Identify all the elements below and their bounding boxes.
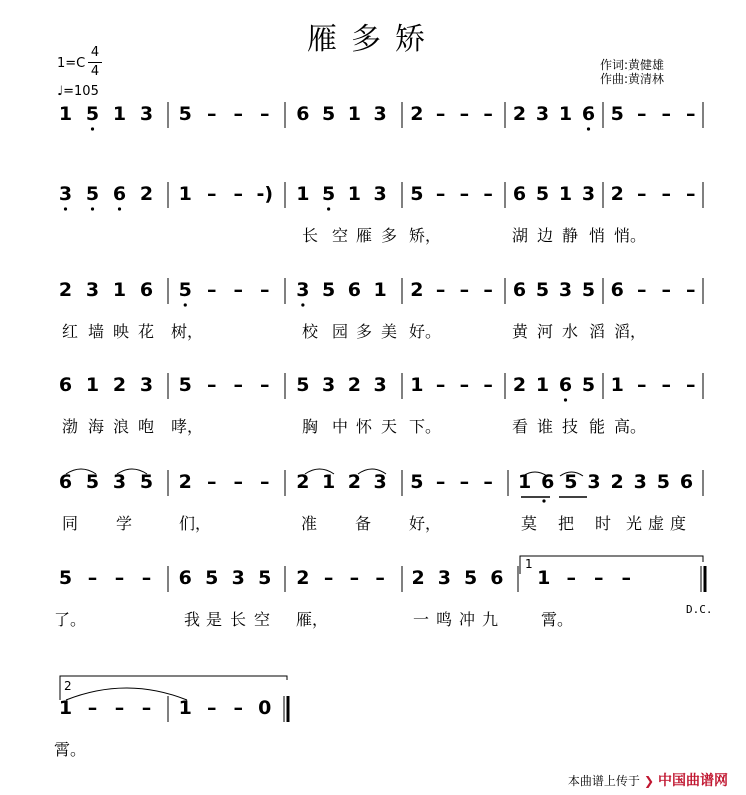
lyric: 高。: [613, 417, 647, 436]
note: –: [87, 697, 98, 719]
lyric: 技: [561, 417, 579, 436]
note: 2: [411, 567, 425, 589]
lyric: 冲: [458, 610, 476, 629]
note: –: [233, 103, 243, 125]
note: –: [114, 697, 125, 719]
lyric: 渤: [61, 417, 79, 436]
note: 1: [558, 183, 573, 205]
lyric: 浪: [112, 417, 130, 436]
note: 2: [296, 471, 310, 493]
low-octave-dot: [564, 398, 567, 401]
lyric: 长: [229, 610, 247, 629]
note: –: [375, 567, 385, 589]
lyric: 花: [137, 322, 155, 341]
note: –: [260, 103, 270, 125]
note: 3: [112, 471, 127, 493]
note: 1: [178, 697, 192, 719]
note: 5: [464, 567, 478, 589]
lyric: 空: [253, 610, 271, 629]
lyric: 一: [412, 610, 430, 629]
lyric: 霄。: [53, 740, 87, 759]
note: 6: [558, 374, 573, 396]
lyric: 光: [625, 514, 643, 533]
note: 5: [205, 567, 219, 589]
note: –: [637, 374, 647, 396]
lyric: 们，: [178, 514, 212, 533]
note: –: [260, 374, 270, 396]
note: 5: [296, 374, 310, 396]
note: 5: [410, 471, 424, 493]
lyric: 咆: [137, 417, 155, 436]
note: 5: [535, 183, 550, 205]
note: 5: [410, 183, 424, 205]
note: 1: [347, 183, 361, 205]
note: –: [260, 471, 270, 493]
lyric: 黄: [511, 322, 529, 341]
score-title: 雁多矫: [307, 22, 439, 57]
note: –: [661, 103, 671, 125]
note: 6: [679, 471, 694, 493]
note: 3: [373, 374, 387, 396]
low-octave-dot: [587, 127, 590, 130]
note: 3: [373, 103, 387, 125]
lyric: 胸: [301, 417, 319, 436]
note: –: [323, 567, 334, 589]
note: 5: [581, 279, 596, 301]
note: –: [87, 567, 98, 589]
note: –: [661, 183, 671, 205]
note: 1: [112, 279, 127, 301]
note: 2: [512, 103, 527, 125]
slur: [66, 688, 187, 700]
note: 3: [85, 279, 100, 301]
lyric: 哮，: [170, 417, 204, 436]
note: –: [233, 374, 243, 396]
note: –: [207, 697, 217, 719]
lyric: 了。: [53, 610, 87, 629]
note: 3: [373, 183, 387, 205]
lyric: 悄: [588, 226, 606, 245]
note: 1: [537, 567, 551, 589]
composer: 作曲:黄清林: [600, 72, 665, 86]
note: -): [256, 183, 274, 205]
note: 3: [58, 183, 73, 205]
note: 2: [347, 471, 361, 493]
note: 6: [490, 567, 504, 589]
lyric: 空: [331, 226, 349, 245]
note: 5: [139, 471, 154, 493]
lyric: 看: [511, 417, 529, 436]
note: 6: [58, 471, 73, 493]
note: –: [233, 471, 243, 493]
lyric: 河: [536, 322, 554, 341]
lyric: 准: [300, 514, 318, 533]
lyric: 把: [557, 514, 575, 533]
low-octave-dot: [542, 499, 545, 502]
lyric: 美: [380, 322, 398, 341]
note: 2: [112, 374, 127, 396]
note: –: [459, 471, 470, 493]
tempo-value: =105: [63, 84, 99, 99]
note: 5: [322, 279, 336, 301]
note: 3: [139, 103, 154, 125]
note: 5: [322, 183, 336, 205]
note: –: [483, 374, 493, 396]
note: –: [686, 374, 696, 396]
lyric: 红: [61, 322, 79, 341]
lyric: 天: [380, 417, 398, 436]
lyric: 时: [594, 514, 612, 533]
note: –: [661, 279, 671, 301]
note: –: [141, 567, 152, 589]
note: –: [661, 374, 671, 396]
lyric: 滔: [588, 322, 606, 341]
quarter-note-icon: ♩: [57, 84, 64, 99]
low-octave-dot: [301, 303, 304, 306]
note: 6: [296, 103, 310, 125]
note: 1: [296, 183, 310, 205]
note: 6: [610, 279, 624, 301]
note: 2: [610, 471, 624, 493]
note: 6: [581, 103, 596, 125]
note: 6: [178, 567, 192, 589]
low-octave-dot: [118, 207, 121, 210]
footer-text: 本曲谱上传于: [567, 774, 640, 788]
lyric: 墙: [87, 322, 105, 341]
note: 3: [322, 374, 336, 396]
note: –: [260, 279, 270, 301]
note: 2: [410, 103, 424, 125]
note: –: [207, 103, 217, 125]
note: –: [207, 183, 217, 205]
lyric: 边: [536, 226, 554, 245]
footer-credit: [568, 770, 728, 790]
low-octave-dot: [91, 127, 94, 130]
note: 2: [139, 183, 154, 205]
low-octave-dot: [64, 207, 67, 210]
note: 1: [347, 103, 361, 125]
lyric: 谁: [536, 417, 554, 436]
lyric: 映: [112, 322, 130, 341]
note: –: [435, 183, 446, 205]
note: –: [459, 183, 470, 205]
note: 3: [139, 374, 154, 396]
note: 2: [58, 279, 73, 301]
lyric: 备: [354, 514, 372, 533]
lyric: 悄。: [613, 226, 647, 245]
lyric: 树，: [170, 322, 204, 341]
note: 6: [139, 279, 154, 301]
lyric: 莫: [520, 514, 538, 533]
note: 5: [178, 374, 192, 396]
note: –: [483, 471, 493, 493]
note: 5: [535, 279, 550, 301]
note: –: [207, 279, 217, 301]
lyric: 怀: [355, 417, 373, 436]
note: –: [637, 279, 647, 301]
lyric: 鸣: [435, 610, 453, 629]
key-signature: 1=C: [57, 56, 86, 71]
note: 1: [535, 374, 550, 396]
lyric: 好，: [408, 514, 442, 533]
lyric: 水: [561, 322, 579, 341]
lyric: 多: [355, 322, 373, 341]
note: 5: [178, 279, 192, 301]
note: 1: [85, 374, 100, 396]
note: 2: [296, 567, 310, 589]
note: 1: [373, 279, 387, 301]
note: 3: [587, 471, 601, 493]
lyric: 下。: [408, 417, 442, 436]
note: 6: [512, 279, 527, 301]
lyric: 长: [301, 226, 319, 245]
note: –: [637, 183, 647, 205]
lyric: 度: [669, 514, 687, 533]
lyric: 海: [87, 417, 105, 436]
note: 1: [178, 183, 192, 205]
lyric: 霄。: [540, 610, 574, 629]
note: 2: [347, 374, 361, 396]
note: 3: [581, 183, 596, 205]
note: –: [435, 471, 446, 493]
lyric: 多: [380, 226, 398, 245]
note: 1: [517, 471, 532, 493]
low-octave-dot: [91, 207, 94, 210]
note: –: [207, 471, 217, 493]
lyric: 能: [588, 417, 606, 436]
note: 5: [258, 567, 272, 589]
note: 6: [112, 183, 127, 205]
note: 5: [58, 567, 73, 589]
note: –: [141, 697, 152, 719]
lyric: 雁，: [295, 610, 329, 629]
note: 1: [610, 374, 624, 396]
note: 1: [112, 103, 127, 125]
volta-number-1: 1: [525, 557, 533, 571]
low-octave-dot: [327, 207, 330, 210]
note: –: [435, 103, 446, 125]
note: –: [435, 279, 446, 301]
site-logo-icon: ❯: [643, 774, 654, 788]
note: 1: [58, 103, 73, 125]
note: 3: [231, 567, 245, 589]
note: –: [349, 567, 360, 589]
dc-mark: D.C.: [686, 603, 713, 616]
note: –: [233, 279, 243, 301]
time-signature-bottom: 4: [90, 64, 100, 79]
lyric: 园: [331, 322, 349, 341]
note: 1: [410, 374, 424, 396]
note: –: [686, 103, 696, 125]
note: –: [233, 697, 243, 719]
note: –: [566, 567, 576, 589]
note: –: [435, 374, 446, 396]
lyric: 校: [301, 322, 319, 341]
lyric: 静: [561, 226, 579, 245]
note: 0: [258, 697, 272, 719]
note: 6: [512, 183, 527, 205]
note: –: [483, 183, 493, 205]
lyric: 矫，: [408, 226, 442, 245]
note: 6: [541, 471, 555, 493]
note: 2: [178, 471, 192, 493]
note: 2: [512, 374, 527, 396]
low-octave-dot: [184, 303, 187, 306]
note: 5: [581, 374, 596, 396]
note: 1: [58, 697, 73, 719]
note: 5: [564, 471, 578, 493]
note: 3: [558, 279, 573, 301]
note: 3: [373, 471, 387, 493]
note: 5: [322, 103, 336, 125]
note: 2: [610, 183, 624, 205]
note: –: [637, 103, 647, 125]
note: –: [594, 567, 604, 589]
note: –: [459, 374, 470, 396]
lyric: 滔，: [613, 322, 647, 341]
lyric: 我: [183, 610, 201, 629]
note: –: [459, 103, 470, 125]
lyric: 中: [331, 417, 349, 436]
lyricist: 作词:黄健雄: [600, 58, 665, 72]
lyric: 虚: [647, 514, 665, 533]
note: –: [459, 279, 470, 301]
lyric: 好。: [408, 322, 442, 341]
lyric: 是: [205, 610, 223, 629]
note: –: [233, 183, 243, 205]
time-signature-top: 4: [90, 45, 100, 60]
note: –: [621, 567, 631, 589]
note: 5: [610, 103, 624, 125]
note: –: [686, 279, 696, 301]
note: 1: [322, 471, 336, 493]
note: 3: [437, 567, 451, 589]
lyric: 同: [61, 514, 79, 533]
note: 6: [347, 279, 361, 301]
note: 3: [633, 471, 647, 493]
lyric: 学: [115, 514, 133, 533]
lyric: 雁: [355, 226, 373, 245]
note: 5: [85, 471, 100, 493]
note: 6: [58, 374, 73, 396]
note: –: [483, 103, 493, 125]
note: 1: [558, 103, 573, 125]
note: 2: [410, 279, 424, 301]
lyric: 湖: [511, 226, 529, 245]
note: –: [114, 567, 125, 589]
note: 5: [85, 183, 100, 205]
note: –: [686, 183, 696, 205]
note: –: [483, 279, 493, 301]
site-brand: 中国曲谱网: [658, 773, 728, 789]
lyric: 九: [481, 610, 499, 629]
note: 3: [296, 279, 310, 301]
note: 3: [535, 103, 550, 125]
note: 5: [85, 103, 100, 125]
note: –: [207, 374, 217, 396]
note: 5: [656, 471, 670, 493]
note: 5: [178, 103, 192, 125]
volta-number-2: 2: [64, 679, 72, 693]
